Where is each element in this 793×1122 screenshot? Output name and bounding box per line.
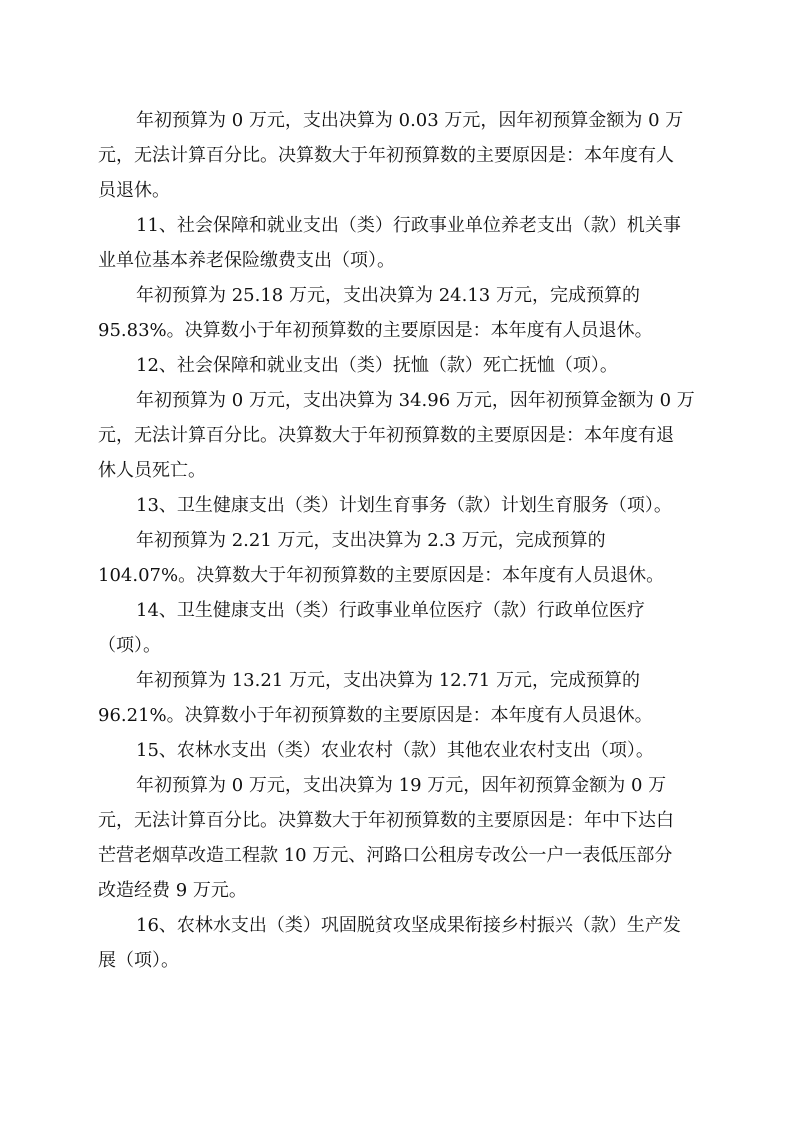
text-line: 104.07%。决算数大于年初预算数的主要原因是：本年度有人员退休。 xyxy=(98,565,665,586)
text-line: 改造经费 9 万元。 xyxy=(98,880,247,901)
text-line: 年初预算为 0 万元，支出决算为 19 万元，因年初预算金额为 0 万 xyxy=(136,775,667,796)
section-heading-15: 15、农林水支出（类）农业农村（款）其他农业农村支出（项）。 xyxy=(136,740,654,761)
section-heading-14-cont: （项）。 xyxy=(98,635,161,656)
text-line: 年初预算为 25.18 万元，支出决算为 24.13 万元，完成预算的 xyxy=(136,285,640,306)
text-line: 元，无法计算百分比。决算数大于年初预算数的主要原因是：本年度有人 xyxy=(98,145,674,166)
section-heading-11-cont: 业单位基本养老保险缴费支出（项）。 xyxy=(98,250,395,271)
text-line: 年初预算为 2.21 万元，支出决算为 2.3 万元，完成预算的 xyxy=(136,530,606,551)
section-heading-12: 12、社会保障和就业支出（类）抚恤（款）死亡抚恤（项）。 xyxy=(136,355,618,376)
document-body xyxy=(98,103,698,978)
text-line: 元，无法计算百分比。决算数大于年初预算数的主要原因是：年中下达白 xyxy=(98,810,674,831)
text-line: 年初预算为 0 万元，支出决算为 34.96 万元，因年初预算金额为 0 万 xyxy=(136,390,695,411)
section-heading-13: 13、卫生健康支出（类）计划生育事务（款）计划生育服务（项）。 xyxy=(136,495,672,516)
text-line: 员退休。 xyxy=(98,180,170,201)
text-line: 休人员死亡。 xyxy=(98,460,206,481)
section-heading-16: 16、农林水支出（类）巩固脱贫攻坚成果衔接乡村振兴（款）生产发 xyxy=(136,915,681,936)
text-line: 年初预算为 13.21 万元，支出决算为 12.71 万元，完成预算的 xyxy=(136,670,640,691)
text-line: 95.83%。决算数小于年初预算数的主要原因是：本年度有人员退休。 xyxy=(98,320,653,341)
section-heading-11: 11、社会保障和就业支出（类）行政事业单位养老支出（款）机关事 xyxy=(136,215,681,236)
section-heading-16-cont: 展（项）。 xyxy=(98,950,179,971)
text-line: 芒营老烟草改造工程款 10 万元、河路口公租房专改公一户一表低压部分 xyxy=(98,845,673,866)
text-line: 元，无法计算百分比。决算数大于年初预算数的主要原因是：本年度有退 xyxy=(98,425,674,446)
text-line: 年初预算为 0 万元，支出决算为 0.03 万元，因年初预算金额为 0 万 xyxy=(136,110,684,131)
text-line: 96.21%。决算数小于年初预算数的主要原因是：本年度有人员退休。 xyxy=(98,705,653,726)
section-heading-14: 14、卫生健康支出（类）行政事业单位医疗（款）行政单位医疗 xyxy=(136,600,645,621)
